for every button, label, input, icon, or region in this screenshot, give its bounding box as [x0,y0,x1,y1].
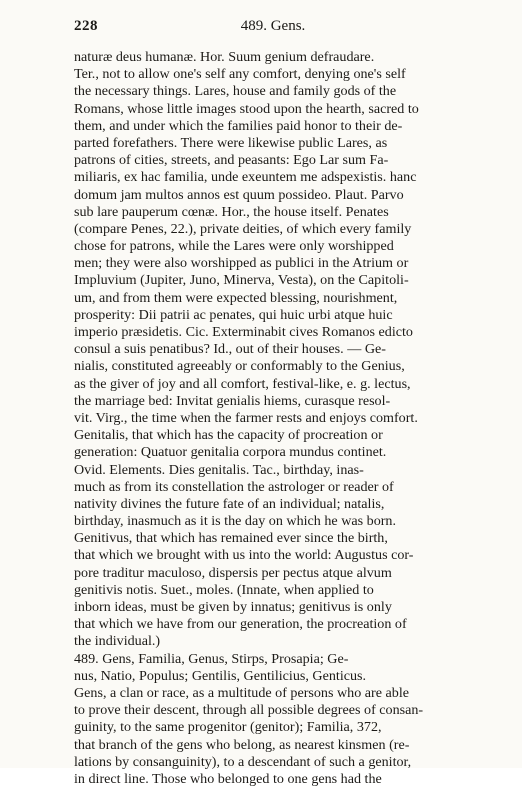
text-line: genitivis notis. Suet., moles. (Innate, when applied to [74,581,374,598]
text-line: Ter., not to allow one's self any comfort, denying one's self [74,66,406,83]
page-number: 228 [74,18,98,34]
text-line: birthday, inasmuch as it is the day on which he was born. [74,513,397,530]
text-line: guinity, to the same progenitor (genitor); Familia, 372, [74,719,382,736]
text-line: men; they were also worshipped as publici in the Atrium or [74,255,409,272]
text-line: as the giver of joy and all comfort, festival-like, e. g. lectus, [74,375,411,392]
text-line: Genitalis, that which has the capacity of procreation or [74,427,383,444]
text-line: patrons of cities, streets, and peasants: Ego Lar sum Fa- [74,152,389,169]
text-line: the individual.) [74,633,161,650]
text-line: nus, Natio, Populus; Gentilis, Gentilicius, Genticus. [74,667,367,684]
text-line: that which we have from our generation, the procreation of [74,616,407,633]
text-line: the necessary things. Lares, house and family gods of the [74,83,397,100]
text-line: nativity divines the future fate of an individual; natalis, [74,495,385,512]
text-line: Genitivus, that which has remained ever since the birth, [74,530,388,547]
text-line: um, and from them were expected blessing, nourishment, [74,289,398,306]
text-line: parted forefathers. There were likewise public Lares, as [74,134,388,151]
text-line: imperio præsidetis. Cic. Exterminabit cives Romanos edicto [74,324,413,340]
text-line: much as from its constellation the astrologer or reader of [74,478,394,495]
text-line: that which we brought with us into the world: Augustus cor- [74,547,414,564]
text-line: sub lare pauperum cœnæ. Hor., the house itself. Penates [74,203,389,220]
text-line: naturæ deus humanæ. Hor. Suum genium defraudare. [74,49,375,65]
text-line: Impluvium (Jupiter, Juno, Minerva, Vesta), on the Capitoli- [74,272,409,289]
text-line: generation: Quatuor genitalia corpora mundus continet. [74,444,387,461]
text-line: lations by consanguinity), to a descendant of such a genitor, [74,753,412,770]
text-line: in direct line. Those who belonged to one gens had the [74,770,382,787]
page-header [74,18,472,40]
running-title: 489. Gens. [240,18,306,34]
text-line: domum jam multos annos est quum possideo. Plaut. Parvo [74,186,404,203]
text-line: to prove their descent, through all possible degrees of consan- [74,702,424,719]
text-line: nialis, constituted agreeably or conformably to the Genius, [74,358,405,375]
text-line: Gens, a clan or race, as a multitude of persons who are able [74,684,409,701]
page-body-text [74,49,480,788]
text-line: Ovid. Elements. Dies genitalis. Tac., birthday, inas- [74,461,364,478]
text-line: (compare Penes, 22.), private deities, of which every family [74,220,412,237]
text-line: that branch of the gens who belong, as nearest kinsmen (re- [74,736,410,753]
text-line: pore traditur maculoso, dispersis per pectus atque alvum [74,564,392,581]
text-line: 489. Gens, Familia, Genus, Stirps, Prosapia; Ge- [74,650,349,667]
text-line: prosperity: Dii patrii ac penates, qui huic urbi atque huic [74,306,393,323]
text-line: vit. Virg., the time when the farmer rests and enjoys comfort. [74,409,418,426]
text-line: Romans, whose little images stood upon the hearth, sacred to [74,100,419,117]
text-line: chose for patrons, while the Lares were only worshipped [74,238,394,255]
text-line: them, and under which the families paid honor to their de- [74,117,403,134]
text-line: the marriage bed: Invitat genialis hiems, curasque resol- [74,392,391,409]
text-line: consul a suis penatibus? Id., out of their houses. — Ge- [74,341,386,358]
text-line: inborn ideas, must be given by innatus; genitivus is only [74,599,392,615]
text-line: miliaris, ex hac familia, unde exeuntem me adspexistis. hanc [74,169,417,186]
